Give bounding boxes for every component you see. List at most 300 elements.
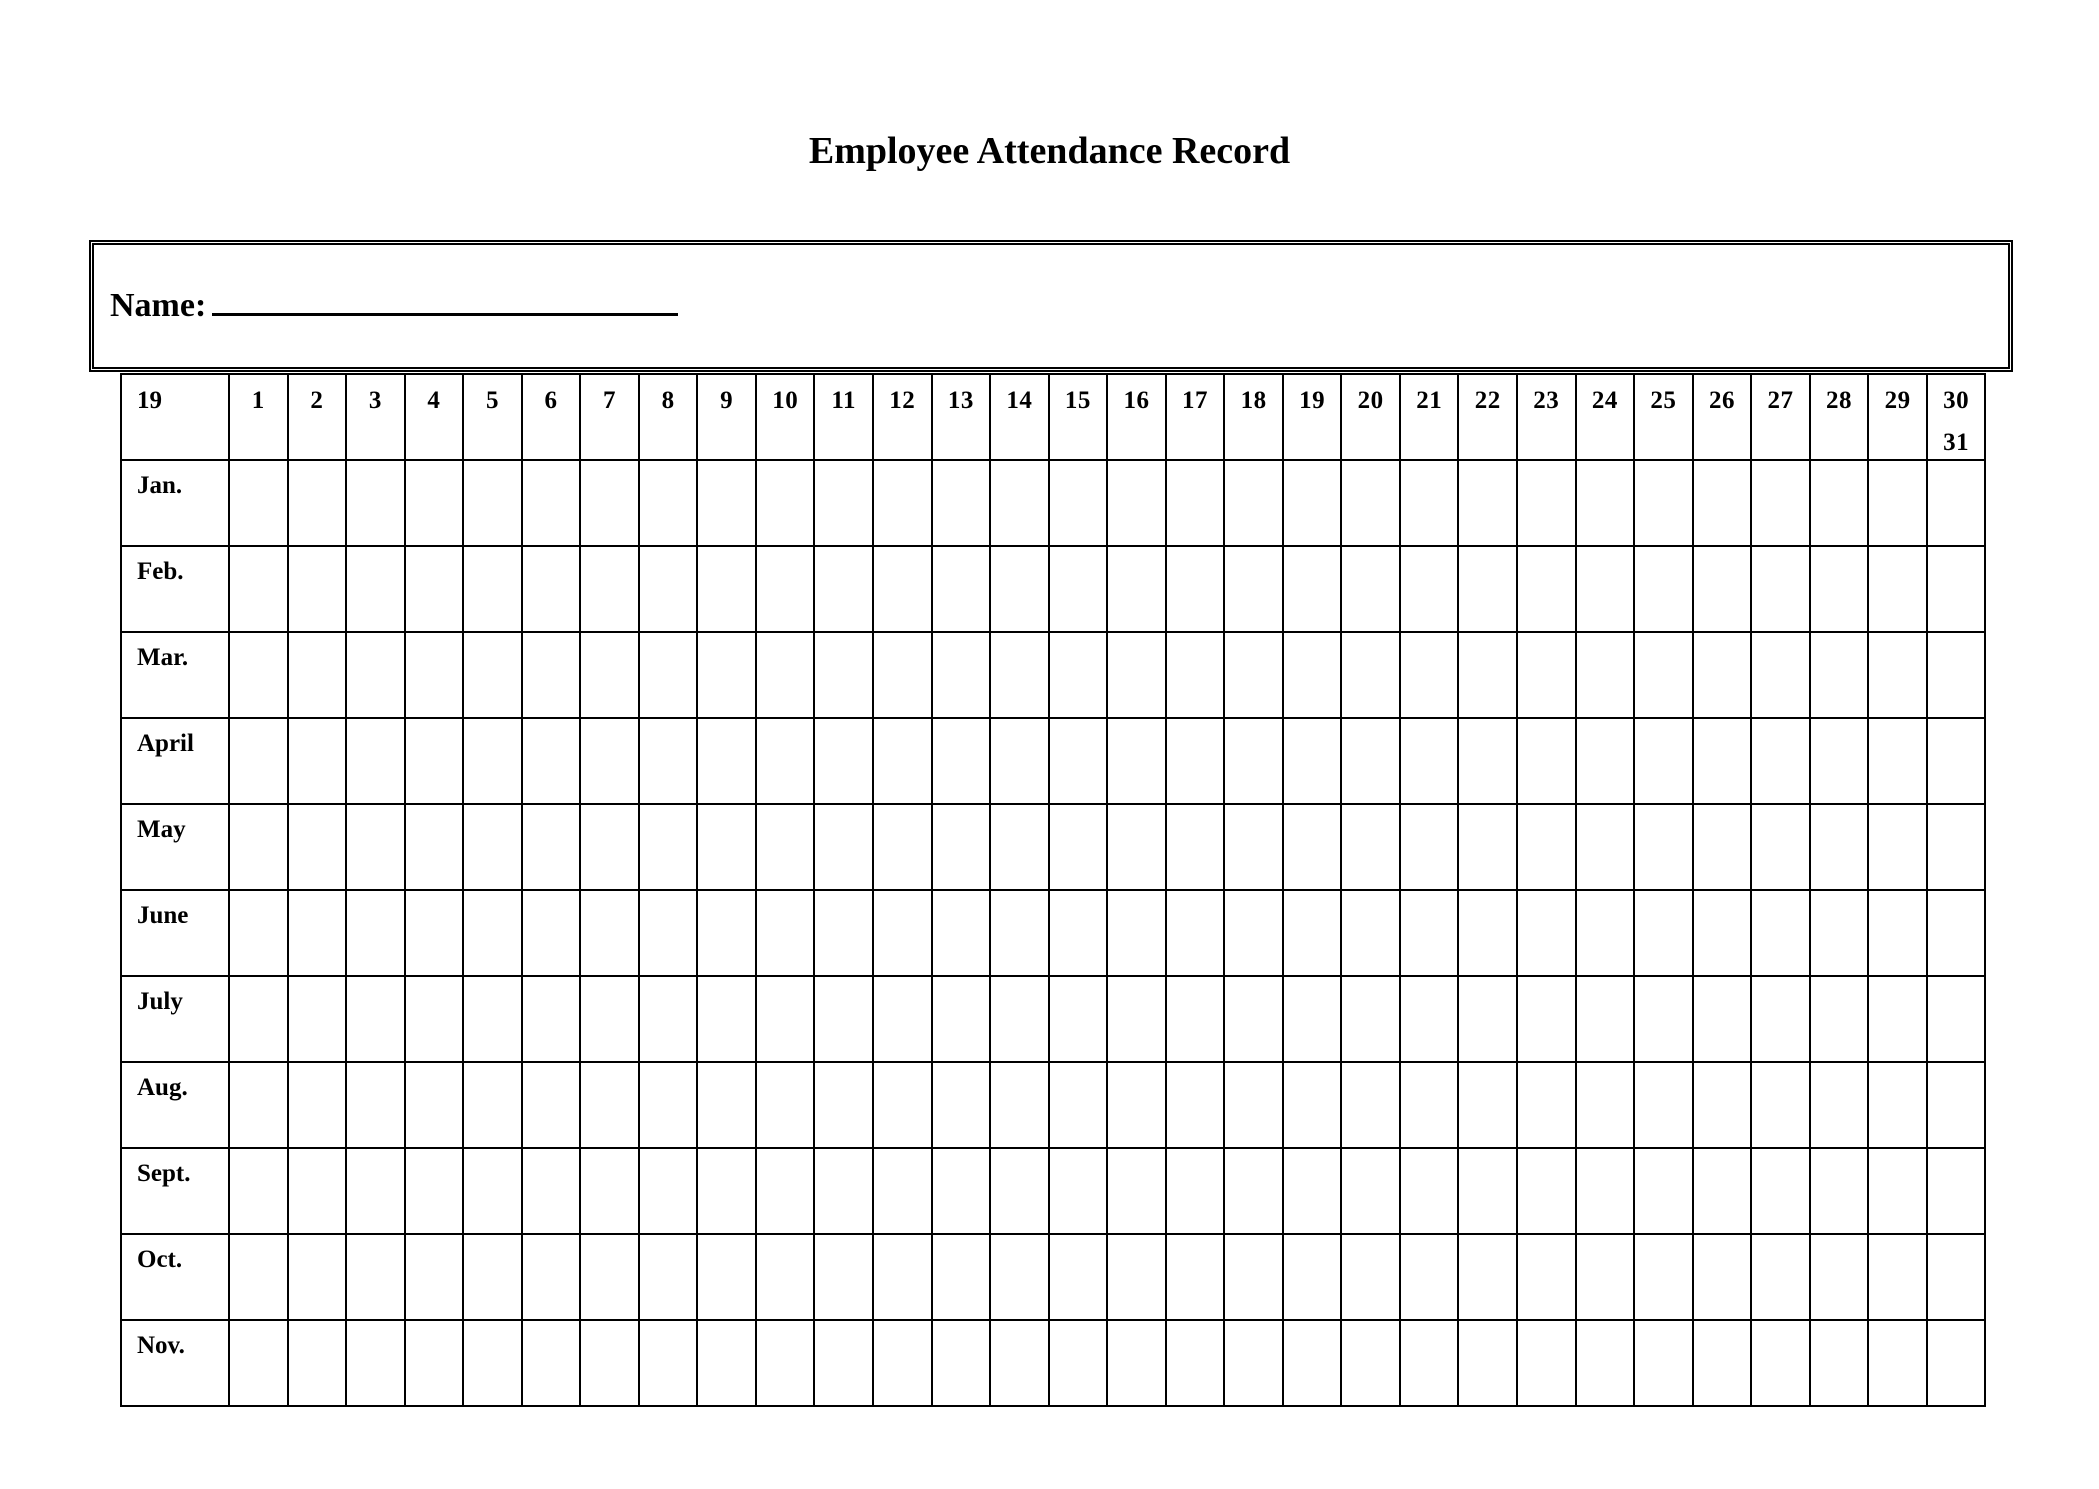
attendance-cell[interactable] <box>1810 546 1869 632</box>
attendance-cell[interactable] <box>1517 1062 1576 1148</box>
attendance-cell[interactable] <box>1517 460 1576 546</box>
attendance-cell[interactable] <box>873 546 932 632</box>
attendance-cell[interactable] <box>639 890 698 976</box>
attendance-cell[interactable] <box>1107 890 1166 976</box>
attendance-cell[interactable] <box>932 460 991 546</box>
attendance-cell[interactable] <box>1693 1148 1752 1234</box>
attendance-cell[interactable] <box>756 546 815 632</box>
attendance-cell[interactable] <box>229 546 288 632</box>
attendance-cell[interactable] <box>932 1148 991 1234</box>
attendance-cell[interactable] <box>697 1062 756 1148</box>
attendance-cell[interactable] <box>1224 1062 1283 1148</box>
attendance-cell[interactable] <box>522 632 581 718</box>
attendance-cell[interactable] <box>814 1234 873 1320</box>
attendance-cell[interactable] <box>1224 632 1283 718</box>
attendance-cell[interactable] <box>814 976 873 1062</box>
attendance-cell[interactable] <box>463 890 522 976</box>
attendance-cell[interactable] <box>463 718 522 804</box>
attendance-cell[interactable] <box>1166 718 1225 804</box>
attendance-cell[interactable] <box>463 1062 522 1148</box>
attendance-cell[interactable] <box>229 1062 288 1148</box>
attendance-cell[interactable] <box>1927 890 1986 976</box>
attendance-cell[interactable] <box>1634 1234 1693 1320</box>
attendance-cell[interactable] <box>1751 1234 1810 1320</box>
attendance-cell[interactable] <box>1224 890 1283 976</box>
attendance-cell[interactable] <box>1868 546 1927 632</box>
attendance-cell[interactable] <box>1751 1148 1810 1234</box>
attendance-cell[interactable] <box>1049 546 1108 632</box>
attendance-cell[interactable] <box>1517 1234 1576 1320</box>
attendance-cell[interactable] <box>697 1320 756 1406</box>
attendance-cell[interactable] <box>932 804 991 890</box>
attendance-cell[interactable] <box>405 1234 464 1320</box>
attendance-cell[interactable] <box>639 1234 698 1320</box>
attendance-cell[interactable] <box>639 1320 698 1406</box>
attendance-cell[interactable] <box>1049 976 1108 1062</box>
attendance-cell[interactable] <box>288 1320 347 1406</box>
attendance-cell[interactable] <box>1868 1148 1927 1234</box>
attendance-cell[interactable] <box>346 1234 405 1320</box>
attendance-cell[interactable] <box>756 1062 815 1148</box>
attendance-cell[interactable] <box>1107 460 1166 546</box>
attendance-cell[interactable] <box>639 718 698 804</box>
attendance-cell[interactable] <box>1517 804 1576 890</box>
attendance-cell[interactable] <box>463 1320 522 1406</box>
attendance-cell[interactable] <box>1400 890 1459 976</box>
attendance-cell[interactable] <box>1927 632 1986 718</box>
attendance-cell[interactable] <box>1576 804 1635 890</box>
attendance-cell[interactable] <box>873 804 932 890</box>
attendance-cell[interactable] <box>873 1148 932 1234</box>
attendance-cell[interactable] <box>1517 1320 1576 1406</box>
name-blank-line[interactable] <box>212 283 678 316</box>
attendance-cell[interactable] <box>229 1320 288 1406</box>
attendance-cell[interactable] <box>1517 546 1576 632</box>
attendance-cell[interactable] <box>1576 1148 1635 1234</box>
attendance-cell[interactable] <box>346 804 405 890</box>
attendance-cell[interactable] <box>873 1062 932 1148</box>
attendance-cell[interactable] <box>288 460 347 546</box>
attendance-cell[interactable] <box>1868 718 1927 804</box>
attendance-cell[interactable] <box>522 1148 581 1234</box>
attendance-cell[interactable] <box>1927 1148 1986 1234</box>
attendance-cell[interactable] <box>1868 632 1927 718</box>
attendance-cell[interactable] <box>1810 890 1869 976</box>
attendance-cell[interactable] <box>1107 1234 1166 1320</box>
attendance-cell[interactable] <box>1810 632 1869 718</box>
attendance-cell[interactable] <box>1517 718 1576 804</box>
attendance-cell[interactable] <box>405 890 464 976</box>
attendance-cell[interactable] <box>1166 632 1225 718</box>
attendance-cell[interactable] <box>1107 632 1166 718</box>
attendance-cell[interactable] <box>346 890 405 976</box>
attendance-cell[interactable] <box>405 976 464 1062</box>
attendance-cell[interactable] <box>1576 460 1635 546</box>
attendance-cell[interactable] <box>639 1148 698 1234</box>
attendance-cell[interactable] <box>1400 1234 1459 1320</box>
attendance-cell[interactable] <box>1341 976 1400 1062</box>
attendance-cell[interactable] <box>1107 804 1166 890</box>
attendance-cell[interactable] <box>1810 1148 1869 1234</box>
attendance-cell[interactable] <box>1283 718 1342 804</box>
attendance-cell[interactable] <box>1693 546 1752 632</box>
attendance-cell[interactable] <box>1341 1148 1400 1234</box>
attendance-cell[interactable] <box>1458 804 1517 890</box>
attendance-cell[interactable] <box>580 546 639 632</box>
attendance-cell[interactable] <box>229 804 288 890</box>
attendance-cell[interactable] <box>1166 1320 1225 1406</box>
attendance-cell[interactable] <box>990 1148 1049 1234</box>
attendance-cell[interactable] <box>1693 890 1752 976</box>
attendance-cell[interactable] <box>814 718 873 804</box>
attendance-cell[interactable] <box>1751 890 1810 976</box>
attendance-cell[interactable] <box>1458 632 1517 718</box>
attendance-cell[interactable] <box>288 976 347 1062</box>
attendance-cell[interactable] <box>1576 890 1635 976</box>
attendance-cell[interactable] <box>1868 1234 1927 1320</box>
attendance-cell[interactable] <box>697 804 756 890</box>
attendance-cell[interactable] <box>1400 460 1459 546</box>
attendance-cell[interactable] <box>1810 976 1869 1062</box>
attendance-cell[interactable] <box>1576 1234 1635 1320</box>
attendance-cell[interactable] <box>288 718 347 804</box>
attendance-cell[interactable] <box>1107 976 1166 1062</box>
attendance-cell[interactable] <box>1927 718 1986 804</box>
attendance-cell[interactable] <box>1283 804 1342 890</box>
attendance-cell[interactable] <box>814 1062 873 1148</box>
attendance-cell[interactable] <box>1458 1062 1517 1148</box>
attendance-cell[interactable] <box>1458 1234 1517 1320</box>
attendance-cell[interactable] <box>1049 632 1108 718</box>
attendance-cell[interactable] <box>1693 804 1752 890</box>
attendance-cell[interactable] <box>229 976 288 1062</box>
attendance-cell[interactable] <box>1283 632 1342 718</box>
attendance-cell[interactable] <box>522 976 581 1062</box>
attendance-cell[interactable] <box>873 1320 932 1406</box>
attendance-cell[interactable] <box>1224 718 1283 804</box>
attendance-cell[interactable] <box>1283 546 1342 632</box>
attendance-cell[interactable] <box>639 804 698 890</box>
attendance-cell[interactable] <box>463 546 522 632</box>
attendance-cell[interactable] <box>756 460 815 546</box>
attendance-cell[interactable] <box>697 632 756 718</box>
attendance-cell[interactable] <box>1868 890 1927 976</box>
attendance-cell[interactable] <box>697 460 756 546</box>
attendance-cell[interactable] <box>346 1320 405 1406</box>
attendance-cell[interactable] <box>1049 804 1108 890</box>
attendance-cell[interactable] <box>990 718 1049 804</box>
attendance-cell[interactable] <box>1458 460 1517 546</box>
attendance-cell[interactable] <box>1341 804 1400 890</box>
attendance-cell[interactable] <box>1517 890 1576 976</box>
attendance-cell[interactable] <box>580 460 639 546</box>
attendance-cell[interactable] <box>756 1148 815 1234</box>
attendance-cell[interactable] <box>697 976 756 1062</box>
attendance-cell[interactable] <box>639 460 698 546</box>
attendance-cell[interactable] <box>522 1234 581 1320</box>
attendance-cell[interactable] <box>1576 632 1635 718</box>
attendance-cell[interactable] <box>522 804 581 890</box>
attendance-cell[interactable] <box>580 632 639 718</box>
attendance-cell[interactable] <box>1400 804 1459 890</box>
attendance-cell[interactable] <box>1517 1148 1576 1234</box>
attendance-cell[interactable] <box>229 460 288 546</box>
attendance-cell[interactable] <box>580 1148 639 1234</box>
attendance-cell[interactable] <box>814 546 873 632</box>
attendance-cell[interactable] <box>756 718 815 804</box>
attendance-cell[interactable] <box>1341 718 1400 804</box>
attendance-cell[interactable] <box>1283 1148 1342 1234</box>
attendance-cell[interactable] <box>1166 1234 1225 1320</box>
attendance-cell[interactable] <box>1341 632 1400 718</box>
attendance-cell[interactable] <box>288 632 347 718</box>
attendance-cell[interactable] <box>1810 1062 1869 1148</box>
attendance-cell[interactable] <box>522 460 581 546</box>
attendance-cell[interactable] <box>697 546 756 632</box>
attendance-cell[interactable] <box>346 1062 405 1148</box>
attendance-cell[interactable] <box>1927 1062 1986 1148</box>
attendance-cell[interactable] <box>1927 460 1986 546</box>
attendance-cell[interactable] <box>1458 1148 1517 1234</box>
attendance-cell[interactable] <box>1458 890 1517 976</box>
attendance-cell[interactable] <box>522 1320 581 1406</box>
attendance-cell[interactable] <box>1049 1148 1108 1234</box>
attendance-cell[interactable] <box>1400 1062 1459 1148</box>
attendance-cell[interactable] <box>346 460 405 546</box>
attendance-cell[interactable] <box>1049 890 1108 976</box>
attendance-cell[interactable] <box>1634 460 1693 546</box>
attendance-cell[interactable] <box>814 632 873 718</box>
attendance-cell[interactable] <box>990 460 1049 546</box>
attendance-cell[interactable] <box>463 632 522 718</box>
attendance-cell[interactable] <box>288 546 347 632</box>
attendance-cell[interactable] <box>1517 632 1576 718</box>
attendance-cell[interactable] <box>580 718 639 804</box>
attendance-cell[interactable] <box>1283 1234 1342 1320</box>
attendance-cell[interactable] <box>463 460 522 546</box>
attendance-cell[interactable] <box>1224 1320 1283 1406</box>
attendance-cell[interactable] <box>1927 804 1986 890</box>
attendance-cell[interactable] <box>1166 804 1225 890</box>
attendance-cell[interactable] <box>288 1062 347 1148</box>
attendance-cell[interactable] <box>1283 890 1342 976</box>
attendance-cell[interactable] <box>1693 1062 1752 1148</box>
attendance-cell[interactable] <box>288 1148 347 1234</box>
attendance-cell[interactable] <box>405 1320 464 1406</box>
attendance-cell[interactable] <box>229 632 288 718</box>
attendance-cell[interactable] <box>873 1234 932 1320</box>
attendance-cell[interactable] <box>1576 1320 1635 1406</box>
attendance-cell[interactable] <box>1107 546 1166 632</box>
attendance-cell[interactable] <box>580 1320 639 1406</box>
attendance-cell[interactable] <box>990 890 1049 976</box>
attendance-cell[interactable] <box>990 1062 1049 1148</box>
attendance-cell[interactable] <box>346 1148 405 1234</box>
attendance-cell[interactable] <box>1166 546 1225 632</box>
attendance-cell[interactable] <box>1341 1320 1400 1406</box>
attendance-cell[interactable] <box>1458 1320 1517 1406</box>
attendance-cell[interactable] <box>1810 718 1869 804</box>
attendance-cell[interactable] <box>1400 976 1459 1062</box>
attendance-cell[interactable] <box>1224 1234 1283 1320</box>
attendance-cell[interactable] <box>932 1320 991 1406</box>
attendance-cell[interactable] <box>1634 632 1693 718</box>
attendance-cell[interactable] <box>756 890 815 976</box>
attendance-cell[interactable] <box>756 632 815 718</box>
attendance-cell[interactable] <box>639 546 698 632</box>
attendance-cell[interactable] <box>1166 1062 1225 1148</box>
attendance-cell[interactable] <box>405 460 464 546</box>
attendance-cell[interactable] <box>1224 1148 1283 1234</box>
attendance-cell[interactable] <box>405 546 464 632</box>
attendance-cell[interactable] <box>697 718 756 804</box>
attendance-cell[interactable] <box>288 890 347 976</box>
attendance-cell[interactable] <box>1693 1320 1752 1406</box>
attendance-cell[interactable] <box>697 890 756 976</box>
attendance-cell[interactable] <box>1751 804 1810 890</box>
attendance-cell[interactable] <box>229 1234 288 1320</box>
attendance-cell[interactable] <box>580 804 639 890</box>
attendance-cell[interactable] <box>1224 976 1283 1062</box>
attendance-cell[interactable] <box>814 1320 873 1406</box>
attendance-cell[interactable] <box>1751 1062 1810 1148</box>
attendance-cell[interactable] <box>697 1148 756 1234</box>
attendance-cell[interactable] <box>1576 976 1635 1062</box>
attendance-cell[interactable] <box>1634 976 1693 1062</box>
attendance-cell[interactable] <box>463 976 522 1062</box>
attendance-cell[interactable] <box>1576 718 1635 804</box>
attendance-cell[interactable] <box>1224 460 1283 546</box>
attendance-cell[interactable] <box>990 976 1049 1062</box>
attendance-cell[interactable] <box>814 1148 873 1234</box>
attendance-cell[interactable] <box>1049 460 1108 546</box>
attendance-cell[interactable] <box>580 1234 639 1320</box>
attendance-cell[interactable] <box>1810 804 1869 890</box>
attendance-cell[interactable] <box>697 1234 756 1320</box>
name-field[interactable] <box>110 283 678 326</box>
attendance-cell[interactable] <box>1634 718 1693 804</box>
attendance-cell[interactable] <box>1693 1234 1752 1320</box>
attendance-cell[interactable] <box>1927 1234 1986 1320</box>
attendance-cell[interactable] <box>1576 546 1635 632</box>
attendance-cell[interactable] <box>1107 718 1166 804</box>
attendance-cell[interactable] <box>1927 546 1986 632</box>
attendance-cell[interactable] <box>1049 718 1108 804</box>
attendance-cell[interactable] <box>463 1234 522 1320</box>
attendance-cell[interactable] <box>1810 460 1869 546</box>
attendance-cell[interactable] <box>1107 1320 1166 1406</box>
attendance-cell[interactable] <box>990 804 1049 890</box>
attendance-cell[interactable] <box>1868 976 1927 1062</box>
attendance-cell[interactable] <box>1693 976 1752 1062</box>
attendance-cell[interactable] <box>1927 976 1986 1062</box>
attendance-cell[interactable] <box>1166 890 1225 976</box>
attendance-cell[interactable] <box>1283 460 1342 546</box>
attendance-cell[interactable] <box>1868 1320 1927 1406</box>
attendance-cell[interactable] <box>1751 460 1810 546</box>
attendance-cell[interactable] <box>1751 976 1810 1062</box>
attendance-cell[interactable] <box>288 804 347 890</box>
attendance-cell[interactable] <box>1107 1148 1166 1234</box>
attendance-cell[interactable] <box>1458 976 1517 1062</box>
attendance-cell[interactable] <box>932 718 991 804</box>
attendance-cell[interactable] <box>1400 1320 1459 1406</box>
attendance-cell[interactable] <box>405 1148 464 1234</box>
attendance-cell[interactable] <box>229 890 288 976</box>
attendance-cell[interactable] <box>873 632 932 718</box>
attendance-cell[interactable] <box>463 1148 522 1234</box>
attendance-cell[interactable] <box>405 1062 464 1148</box>
attendance-cell[interactable] <box>405 804 464 890</box>
attendance-cell[interactable] <box>1693 460 1752 546</box>
attendance-cell[interactable] <box>1224 546 1283 632</box>
attendance-cell[interactable] <box>1576 1062 1635 1148</box>
attendance-cell[interactable] <box>639 632 698 718</box>
attendance-cell[interactable] <box>756 976 815 1062</box>
attendance-cell[interactable] <box>580 1062 639 1148</box>
attendance-cell[interactable] <box>1751 718 1810 804</box>
attendance-cell[interactable] <box>932 976 991 1062</box>
attendance-cell[interactable] <box>1166 976 1225 1062</box>
attendance-cell[interactable] <box>1693 632 1752 718</box>
attendance-cell[interactable] <box>1107 1062 1166 1148</box>
attendance-cell[interactable] <box>990 1234 1049 1320</box>
attendance-cell[interactable] <box>1634 1320 1693 1406</box>
attendance-cell[interactable] <box>1868 804 1927 890</box>
attendance-cell[interactable] <box>1400 632 1459 718</box>
attendance-cell[interactable] <box>1634 546 1693 632</box>
attendance-cell[interactable] <box>1166 1148 1225 1234</box>
attendance-cell[interactable] <box>814 460 873 546</box>
attendance-cell[interactable] <box>1341 890 1400 976</box>
attendance-cell[interactable] <box>873 976 932 1062</box>
attendance-cell[interactable] <box>522 718 581 804</box>
attendance-cell[interactable] <box>932 1062 991 1148</box>
attendance-cell[interactable] <box>405 632 464 718</box>
attendance-cell[interactable] <box>1283 1062 1342 1148</box>
attendance-cell[interactable] <box>932 1234 991 1320</box>
attendance-cell[interactable] <box>1400 546 1459 632</box>
attendance-cell[interactable] <box>1341 1062 1400 1148</box>
attendance-cell[interactable] <box>814 804 873 890</box>
attendance-cell[interactable] <box>1283 1320 1342 1406</box>
attendance-cell[interactable] <box>990 632 1049 718</box>
attendance-cell[interactable] <box>1751 1320 1810 1406</box>
attendance-cell[interactable] <box>1634 1148 1693 1234</box>
attendance-cell[interactable] <box>639 976 698 1062</box>
attendance-cell[interactable] <box>522 890 581 976</box>
attendance-cell[interactable] <box>1868 1062 1927 1148</box>
attendance-cell[interactable] <box>873 718 932 804</box>
attendance-cell[interactable] <box>405 718 464 804</box>
attendance-cell[interactable] <box>639 1062 698 1148</box>
attendance-cell[interactable] <box>932 632 991 718</box>
attendance-cell[interactable] <box>580 976 639 1062</box>
attendance-cell[interactable] <box>346 718 405 804</box>
attendance-cell[interactable] <box>1341 546 1400 632</box>
attendance-cell[interactable] <box>1166 460 1225 546</box>
attendance-cell[interactable] <box>932 890 991 976</box>
attendance-cell[interactable] <box>1810 1234 1869 1320</box>
attendance-cell[interactable] <box>580 890 639 976</box>
attendance-cell[interactable] <box>1400 1148 1459 1234</box>
attendance-cell[interactable] <box>346 632 405 718</box>
attendance-cell[interactable] <box>463 804 522 890</box>
attendance-cell[interactable] <box>1283 976 1342 1062</box>
attendance-cell[interactable] <box>932 546 991 632</box>
attendance-cell[interactable] <box>1224 804 1283 890</box>
attendance-cell[interactable] <box>1517 976 1576 1062</box>
